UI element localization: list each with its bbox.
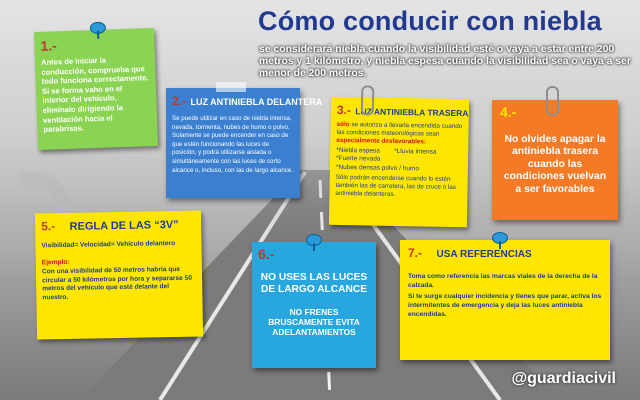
note-2-heading: LUZ ANTINIEBLA DELANTERA: [190, 97, 323, 107]
note-1-before-driving: [34, 28, 158, 150]
note-3-rear-fog-light: [329, 97, 469, 227]
note-6-number: 6.-: [258, 246, 275, 262]
guardiacivil-logo: @guardiacivil: [511, 370, 616, 387]
note-2-front-fog-light: [166, 88, 323, 198]
note-3-text: Sólo podrán encenderse cuando lo estén también las de carretera, las de cruce o las antiniebla delanteras.: [335, 174, 457, 199]
note-5-text: Con una visibilidad de 50 metros habría que circular a 50 kilómetros por hora y separarse 50 metros del vehículo que esté delante del nuestro.: [41, 265, 193, 302]
fog-definition: se considerará niebla cuando la visibilidad esté o vaya a estar entre 200 metros y 1 kilómetro, y niebla espesa cuando la visibilidad sea o vaya a ser menor de 200 metros.: [259, 44, 631, 79]
note-3-intro-rest: se autoriza a llevarla encendida cuando las condiciones meteorológicas sean: [336, 121, 463, 138]
tape-icon: [216, 82, 246, 92]
note-3-number: 3.-: [336, 102, 352, 118]
note-5-formula: Visibilidad= Velocidad= Vehículo delantero: [41, 240, 176, 250]
note-5-example-label: Ejemplo:: [41, 259, 70, 267]
note-3-conditions: [336, 147, 462, 174]
page-title: Cómo conducir con niebla: [258, 6, 602, 36]
note-3-heading: LUZ ANTINIEBLA TRASERA: [355, 106, 469, 119]
note-4-number: 4.-: [500, 104, 517, 120]
note-3-intro-emphasis: sólo: [336, 120, 350, 129]
pushpin-icon: [90, 22, 106, 35]
condition-item: *Nubes densas polvo / humo: [335, 163, 420, 173]
note-6-high-beams: [252, 242, 376, 368]
note-7-number: 7.-: [408, 246, 423, 260]
pushpin-icon: [306, 234, 322, 246]
note-5-heading: REGLA DE LAS “3V”: [69, 218, 179, 233]
note-7-heading: USA REFERENCIAS: [436, 249, 532, 260]
pushpin-icon: [492, 232, 508, 244]
note-5-3v-rule: [35, 211, 203, 340]
paperclip-icon: [361, 85, 375, 115]
note-2-number: 2.-: [172, 94, 187, 108]
note-4-text: No olvides apagar la antiniebla trasera cuando las condiciones vuelvan a ser favorables: [503, 134, 607, 195]
condition-item: *Niebla espesa: [336, 146, 380, 155]
note-7-text-2: Si te surge cualquier incidencia y tienes que parar, activa los intermitentes de emergencia y deja las luces antiniebla encendidas.: [408, 293, 602, 318]
note-6-text-1: NO USES LAS LUCES DE LARGO ALCANCE: [260, 272, 368, 295]
note-4-turn-off-rear-light: [492, 100, 618, 220]
condition-item: *Fuerte nevada: [335, 155, 381, 164]
note-1-text: Antes de iniciar la conducción, comprueba que todo funciona correctamente. Si se forma vaho en el interior del vehículo, elimínalo dirigiendo la ventilación hacia el parabrisas.: [40, 55, 149, 135]
note-1-number: 1.-: [40, 37, 58, 54]
note-6-text-2: NO FRENES BRUSCAMENTE EVITA ADELANTAMIENTOS: [268, 307, 360, 338]
note-7-references: [400, 240, 610, 360]
note-3-highlight: especialmente desfavorables:: [336, 136, 427, 146]
note-3-intro: [336, 121, 462, 147]
note-5-number: 5.-: [41, 219, 56, 234]
note-2-text: Se puede utilizar en caso de niebla intensa, nevada, tormenta, nubes de humo o polvo. Solamente se puede encender en caso de que estén funcionando las luces de posición, y podrá utilizarse aislada o simultáneamente con las luces de corto alcance o, incluso, con las de largo alcance.: [172, 115, 294, 174]
paperclip-icon: [546, 86, 559, 116]
condition-item: *Lluvia intensa: [394, 147, 437, 156]
note-7-text-1: Toma como referencia las marcas viales de la derecha de la calzada.: [408, 273, 598, 289]
